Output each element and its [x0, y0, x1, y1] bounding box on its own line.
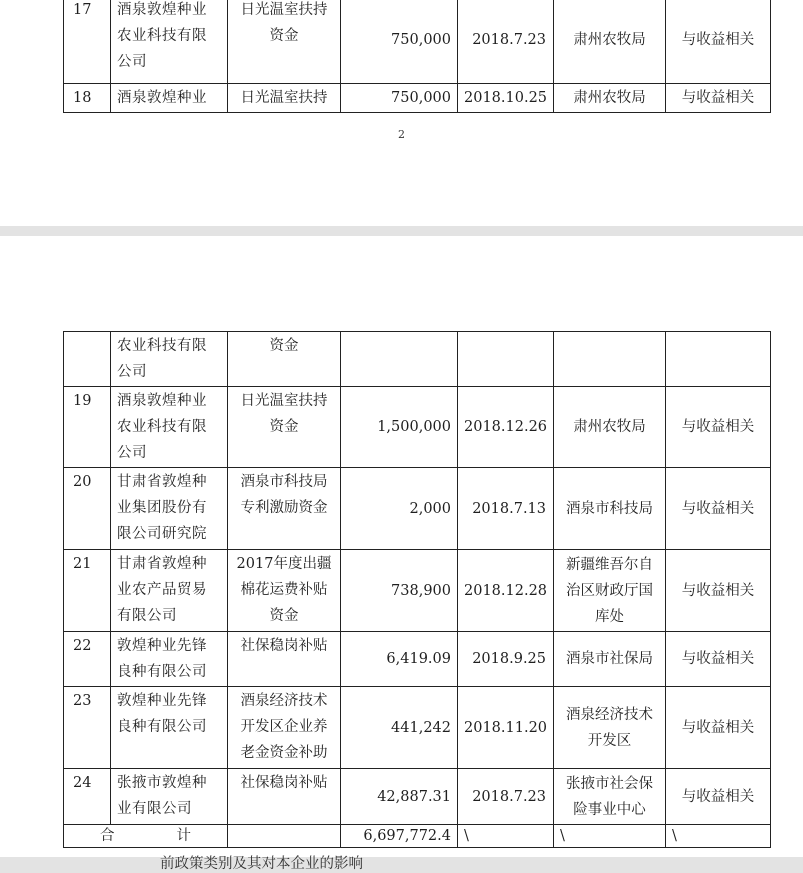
- project-cell: [228, 84, 341, 113]
- company-cell-line: 良种有限公司: [117, 664, 207, 680]
- company-cell-line: 甘肃省敦煌种: [117, 474, 207, 490]
- project-cell-line: 日光温室扶持: [240, 2, 328, 18]
- date-cell: 2018.9.25: [458, 632, 554, 687]
- department-cell-line: 险事业中心: [573, 801, 646, 818]
- table-row: [64, 632, 771, 687]
- date-cell: 2018.7.23: [458, 769, 554, 825]
- project-cell-line: 棉花运费补贴: [240, 582, 328, 598]
- amount-cell: 42,887.31: [341, 769, 458, 825]
- department-cell-line: 酒泉经济技术: [566, 706, 653, 723]
- company-cell-line: 业农产品贸易: [117, 582, 207, 598]
- project-cell-line: 日光温室扶持: [240, 393, 328, 409]
- department-cell: [554, 550, 666, 632]
- type-cell: 与收益相关: [666, 769, 771, 825]
- row-number: 18: [64, 84, 111, 113]
- table-row: [64, 332, 771, 387]
- type-cell: 与收益相关: [666, 632, 771, 687]
- date-cell: 2018.12.28: [458, 550, 554, 632]
- project-cell-line: 资金: [269, 419, 299, 435]
- company-cell: [111, 687, 228, 769]
- department-cell: [554, 632, 666, 687]
- type-cell: [666, 332, 771, 387]
- company-cell-line: 公司: [117, 364, 147, 380]
- project-cell-line: 开发区企业养: [240, 719, 328, 735]
- company-cell-line: 农业科技有限: [117, 419, 207, 435]
- project-cell-line: 资金: [269, 608, 299, 624]
- amount-cell: 2,000: [341, 468, 458, 550]
- department-cell-line: 新疆维吾尔自: [566, 556, 653, 573]
- total-label: 合 计: [64, 825, 228, 848]
- row-number: 24: [64, 769, 111, 825]
- department-cell: [554, 387, 666, 468]
- company-cell-line: 业有限公司: [117, 801, 192, 817]
- company-cell: [111, 84, 228, 113]
- total-dept-cell: \: [554, 825, 666, 848]
- row-number: 19: [64, 387, 111, 468]
- department-cell-line: 肃州农牧局: [573, 419, 646, 435]
- date-cell: 2018.7.13: [458, 468, 554, 550]
- row-number: 22: [64, 632, 111, 687]
- type-cell: 与收益相关: [666, 550, 771, 632]
- type-cell: 与收益相关: [666, 468, 771, 550]
- project-cell: [228, 387, 341, 468]
- project-cell: [228, 550, 341, 632]
- table-row: [64, 468, 771, 550]
- company-cell-line: 公司: [117, 54, 147, 70]
- type-cell: 与收益相关: [666, 84, 771, 113]
- company-cell-line: 甘肃省敦煌种: [117, 556, 207, 572]
- project-cell: [228, 632, 341, 687]
- company-cell: [111, 332, 228, 387]
- department-cell: [554, 84, 666, 113]
- department-cell-line: 肃州农牧局: [573, 90, 646, 106]
- table-row: [64, 550, 771, 632]
- project-cell: [228, 687, 341, 769]
- date-cell: 2018.10.25: [458, 84, 554, 113]
- project-cell-line: 社保稳岗补贴: [240, 775, 328, 791]
- row-number: 20: [64, 468, 111, 550]
- subsidy-table-part-2: [63, 331, 771, 848]
- company-cell-line: 农业科技有限: [117, 28, 207, 44]
- project-cell: [228, 468, 341, 550]
- department-cell-line: 肃州农牧局: [573, 31, 646, 48]
- amount-cell: 738,900: [341, 550, 458, 632]
- department-cell-line: 酒泉市科技局: [566, 500, 653, 517]
- subsidy-table-part-1: [63, 0, 771, 113]
- footer-cut-text: 前政策类别及其对本企业的影响: [160, 856, 363, 872]
- company-cell-line: 良种有限公司: [117, 719, 207, 735]
- company-cell-line: 酒泉敦煌种业: [117, 393, 207, 409]
- amount-cell: 441,242: [341, 687, 458, 769]
- total-type-cell: \: [666, 825, 771, 848]
- project-cell: [228, 769, 341, 825]
- company-cell: [111, 769, 228, 825]
- company-cell-line: 有限公司: [117, 608, 177, 624]
- project-cell-line: 资金: [269, 28, 299, 44]
- company-cell-line: 敦煌种业先锋: [117, 638, 207, 654]
- document-page-bottom: [0, 236, 803, 872]
- document-page-top: [0, 0, 803, 226]
- department-cell-line: 酒泉市社保局: [566, 651, 653, 667]
- table-row: [64, 387, 771, 468]
- company-cell-line: 敦煌种业先锋: [117, 693, 207, 709]
- total-row: [64, 825, 771, 848]
- department-cell: [554, 0, 666, 84]
- project-cell-line: 专利激励资金: [240, 500, 328, 516]
- department-cell: [554, 769, 666, 825]
- row-number: 21: [64, 550, 111, 632]
- company-cell-line: 酒泉敦煌种业: [117, 90, 207, 106]
- table-row: [64, 84, 771, 113]
- company-cell: [111, 387, 228, 468]
- type-cell: 与收益相关: [666, 387, 771, 468]
- project-cell-line: 2017年度出疆: [236, 556, 332, 572]
- company-cell-line: 限公司研究院: [117, 526, 207, 542]
- type-cell: 与收益相关: [666, 0, 771, 84]
- amount-cell: 1,500,000: [341, 387, 458, 468]
- amount-cell: 6,419.09: [341, 632, 458, 687]
- row-number: 23: [64, 687, 111, 769]
- department-cell: [554, 687, 666, 769]
- department-cell-line: 开发区: [587, 732, 632, 749]
- project-cell-line: 酒泉经济技术: [240, 693, 328, 709]
- table-row: [64, 0, 771, 84]
- table-row: [64, 769, 771, 825]
- company-cell-line: 农业科技有限: [117, 338, 207, 354]
- project-cell-line: 日光温室扶持: [240, 90, 328, 106]
- company-cell-line: 张掖市敦煌种: [117, 775, 207, 791]
- page-number: 2: [398, 128, 405, 141]
- company-cell: [111, 0, 228, 84]
- type-cell: 与收益相关: [666, 687, 771, 769]
- project-cell-line: 社保稳岗补贴: [240, 638, 328, 654]
- amount-cell: 750,000: [341, 84, 458, 113]
- department-cell-line: 治区财政厅国: [566, 582, 653, 599]
- date-cell: 2018.12.26: [458, 387, 554, 468]
- company-cell: [111, 468, 228, 550]
- company-cell: [111, 632, 228, 687]
- company-cell-line: 公司: [117, 445, 147, 461]
- department-cell: [554, 468, 666, 550]
- company-cell-line: 酒泉敦煌种业: [117, 2, 207, 18]
- department-cell-line: 库处: [595, 608, 624, 625]
- department-cell: [554, 332, 666, 387]
- company-cell-line: 业集团股份有: [117, 500, 207, 516]
- department-cell-line: 张掖市社会保: [566, 775, 653, 792]
- date-cell: 2018.11.20: [458, 687, 554, 769]
- project-cell-line: 老金资金补助: [240, 745, 328, 761]
- project-cell: [228, 332, 341, 387]
- row-number: [64, 332, 111, 387]
- amount-cell: [341, 332, 458, 387]
- project-cell-line: 资金: [269, 338, 299, 354]
- date-cell: 2018.7.23: [458, 0, 554, 84]
- date-cell: [458, 332, 554, 387]
- total-date-cell: \: [458, 825, 554, 848]
- project-cell-line: 酒泉市科技局: [240, 474, 328, 490]
- total-amount: 6,697,772.4: [341, 825, 458, 848]
- amount-cell: 750,000: [341, 0, 458, 84]
- table-row: [64, 687, 771, 769]
- company-cell: [111, 550, 228, 632]
- row-number: 17: [64, 0, 111, 84]
- project-cell: [228, 0, 341, 84]
